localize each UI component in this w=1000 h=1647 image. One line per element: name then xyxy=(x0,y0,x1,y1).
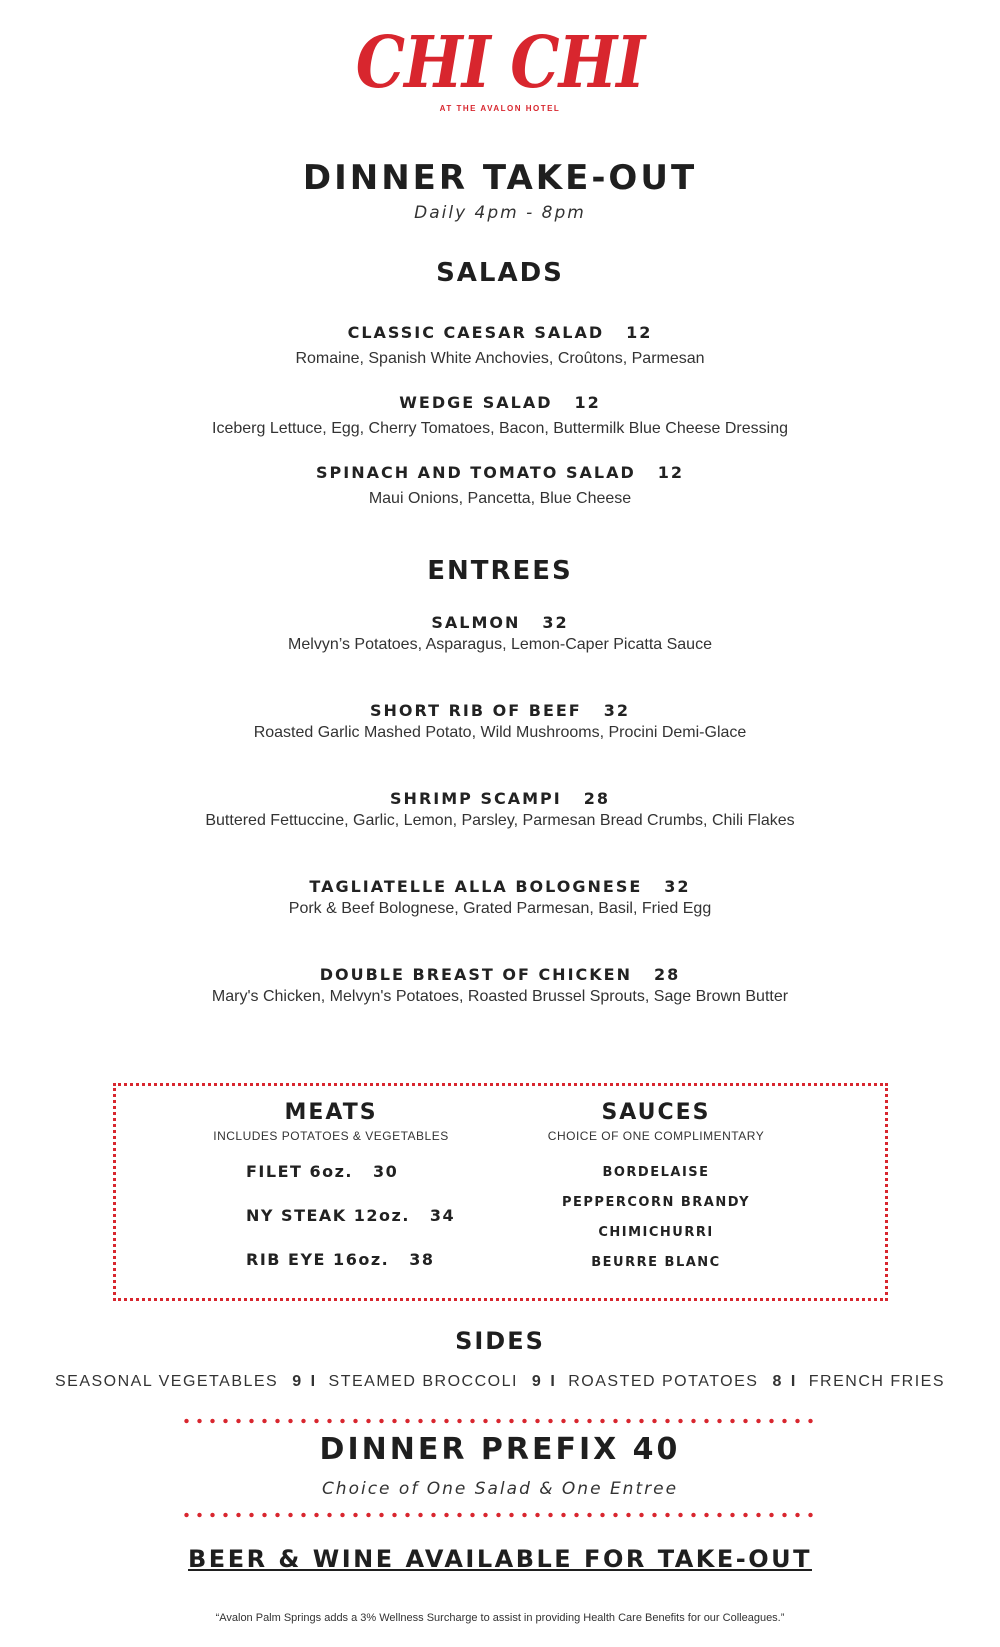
menu-item xyxy=(0,463,1000,508)
logo xyxy=(0,20,1000,113)
sides-list xyxy=(0,1373,1000,1391)
side-name: STEAMED BROCCOLI xyxy=(328,1373,518,1390)
side-separator: I xyxy=(550,1373,557,1390)
sauces-list xyxy=(536,1165,776,1285)
meat-name: FILET 6oz. xyxy=(246,1162,354,1181)
item-name: SHORT RIB OF BEEF xyxy=(370,701,582,720)
salads-heading: SALADS xyxy=(436,258,564,288)
dotted-divider-bottom xyxy=(180,1512,820,1518)
menu-item xyxy=(0,789,1000,830)
item-description: Iceberg Lettuce, Egg, Cherry Tomatoes, Bacon, Buttermilk Blue Cheese Dressing xyxy=(212,420,788,437)
item-name: TAGLIATELLE ALLA BOLOGNESE xyxy=(309,877,643,896)
side-separator: I xyxy=(790,1373,797,1390)
side-price: 9 xyxy=(531,1373,543,1390)
meat-name: RIB EYE 16oz. xyxy=(246,1250,390,1269)
sauces-heading: SAUCES xyxy=(601,1100,711,1125)
logo-tagline: AT THE AVALON HOTEL xyxy=(439,104,561,113)
side-separator: I xyxy=(310,1373,317,1390)
dotted-divider-top xyxy=(180,1418,820,1424)
sauce-item: BEURRE BLANC xyxy=(591,1255,721,1270)
page-title: DINNER TAKE-OUT xyxy=(302,158,698,198)
meats-column xyxy=(206,1086,456,1293)
item-price: 32 xyxy=(542,613,569,632)
sauce-item: CHIMICHURRI xyxy=(598,1225,714,1240)
beer-wine-notice: BEER & WINE AVAILABLE FOR TAKE-OUT xyxy=(188,1545,812,1573)
meat-price: 34 xyxy=(429,1206,456,1225)
menu-item xyxy=(0,965,1000,1006)
menu-item xyxy=(0,323,1000,368)
menu-item xyxy=(0,877,1000,918)
item-description: Mary's Chicken, Melvyn's Potatoes, Roasted Brussel Sprouts, Sage Brown Butter xyxy=(211,988,789,1005)
item-name: SHRIMP SCAMPI xyxy=(390,789,562,808)
meats-subtitle: INCLUDES POTATOES & VEGETABLES xyxy=(213,1129,449,1143)
item-price: 28 xyxy=(653,965,681,984)
item-description: Pork & Beef Bolognese, Grated Parmesan, Basil, Fried Egg xyxy=(288,900,712,917)
item-name: CLASSIC CAESAR SALAD xyxy=(347,323,605,342)
item-price: 28 xyxy=(583,789,610,808)
item-price: 32 xyxy=(603,701,630,720)
sauce-item: BORDELAISE xyxy=(602,1165,710,1180)
item-name: WEDGE SALAD xyxy=(399,393,553,412)
meats-heading: MEATS xyxy=(284,1100,378,1125)
meat-price: 30 xyxy=(373,1162,399,1181)
meats-sauces-box xyxy=(113,1083,888,1301)
item-description: Maui Onions, Pancetta, Blue Cheese xyxy=(368,490,632,507)
item-name: DOUBLE BREAST OF CHICKEN xyxy=(319,965,632,984)
item-description: Roasted Garlic Mashed Potato, Wild Mushrooms, Procini Demi-Glace xyxy=(253,724,747,741)
item-description: Buttered Fettuccine, Garlic, Lemon, Parsley, Parmesan Bread Crumbs, Chili Flakes xyxy=(205,812,795,829)
item-price: 32 xyxy=(664,877,691,896)
item-name: SALMON xyxy=(431,613,521,632)
side-price: 9 xyxy=(292,1373,303,1390)
meat-item xyxy=(246,1249,456,1293)
prefix-title: DINNER PREFIX 40 xyxy=(319,1432,681,1467)
prefix-subtitle: Choice of One Salad & One Entree xyxy=(321,1479,679,1499)
side-price: 8 xyxy=(772,1373,783,1390)
menu-item xyxy=(0,393,1000,438)
menu-item xyxy=(0,701,1000,742)
item-description: Romaine, Spanish White Anchovies, Croûtons, Parmesan xyxy=(295,350,705,367)
item-price: 12 xyxy=(574,393,601,412)
side-name: FRENCH FRIES xyxy=(808,1373,946,1390)
sauce-item: PEPPERCORN BRANDY xyxy=(562,1195,750,1210)
sides-heading: SIDES xyxy=(455,1327,545,1355)
hours-text: Daily 4pm - 8pm xyxy=(414,203,586,223)
side-name: ROASTED POTATOES xyxy=(568,1373,759,1390)
logo-wordmark: CHI CHI xyxy=(355,20,645,105)
meat-price: 38 xyxy=(409,1250,435,1269)
meat-item xyxy=(246,1205,456,1249)
meat-item xyxy=(246,1161,456,1205)
meats-list xyxy=(246,1161,456,1293)
item-price: 12 xyxy=(657,463,684,482)
sauces-column xyxy=(536,1086,776,1285)
surcharge-footnote: “Avalon Palm Springs adds a 3% Wellness Surcharge to assist in providing Health Care Benefits for our Colleagues.” xyxy=(215,1612,785,1624)
item-price: 12 xyxy=(626,323,653,342)
menu-item xyxy=(0,613,1000,654)
meat-name: NY STEAK 12oz. xyxy=(246,1206,410,1225)
sauces-subtitle: CHOICE OF ONE COMPLIMENTARY xyxy=(547,1129,765,1143)
item-name: SPINACH AND TOMATO SALAD xyxy=(316,463,636,482)
item-description: Melvyn’s Potatoes, Asparagus, Lemon-Caper Picatta Sauce xyxy=(288,636,712,653)
entrees-heading: ENTREES xyxy=(427,556,573,586)
side-name: SEASONAL VEGETABLES xyxy=(54,1373,279,1390)
